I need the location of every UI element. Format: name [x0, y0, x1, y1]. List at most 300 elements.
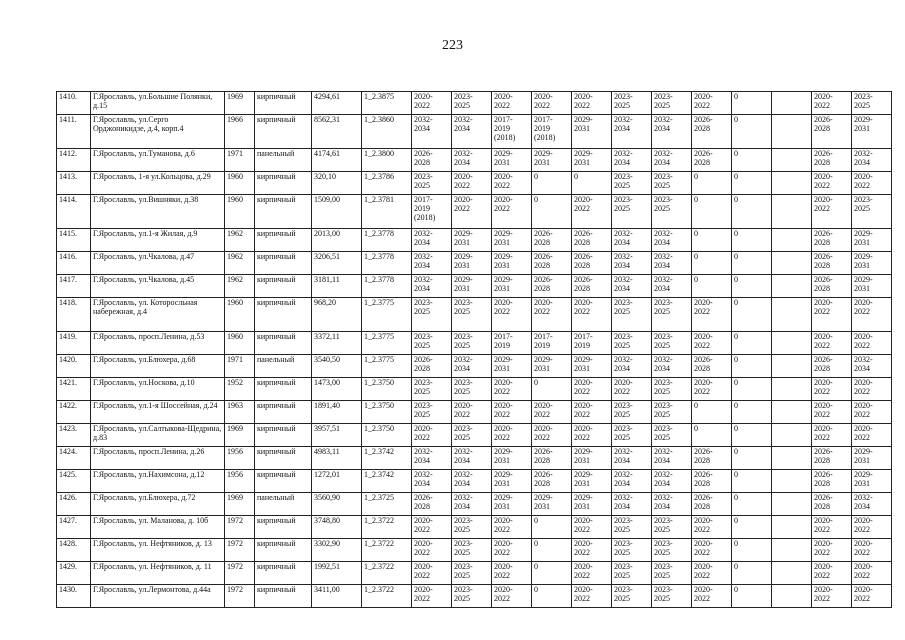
repair-period-cell: 2032- 2034 — [652, 252, 692, 275]
area-cell: 3302,90 — [312, 539, 362, 562]
build-year-cell: 1962 — [225, 275, 255, 298]
priority-code-cell: 1_2.3742 — [362, 447, 412, 470]
repair-period-cell: 2029- 2031 — [452, 229, 492, 252]
repair-period-cell: 2020- 2022 — [572, 195, 612, 229]
repair-period-cell: 2023- 2025 — [452, 516, 492, 539]
repair-period-cell: 2026- 2028 — [812, 115, 852, 149]
repair-period-cell: 2023- 2025 — [612, 401, 652, 424]
repair-period-cell: 0 — [692, 195, 732, 229]
repair-period-cell — [772, 424, 812, 447]
build-year-cell: 1960 — [225, 195, 255, 229]
address-cell: Г.Ярославль, ул.1-я Жилая, д.9 — [91, 229, 225, 252]
repair-period-cell: 2023- 2025 — [612, 298, 652, 332]
repair-period-cell: 2026- 2028 — [812, 229, 852, 252]
repair-period-cell: 2032- 2034 — [652, 470, 692, 493]
repair-period-cell: 0 — [732, 447, 772, 470]
area-cell: 4174,61 — [312, 149, 362, 172]
priority-code-cell: 1_2.3742 — [362, 470, 412, 493]
repair-period-cell: 2029- 2031 — [572, 470, 612, 493]
repair-period-cell: 0 — [532, 378, 572, 401]
repair-period-cell: 2020- 2022 — [692, 298, 732, 332]
repair-period-cell: 0 — [692, 229, 732, 252]
row-number-cell: 1418. — [57, 298, 91, 332]
build-year-cell: 1966 — [225, 115, 255, 149]
wall-material-cell: кирпичный — [255, 470, 312, 493]
repair-period-cell: 2020- 2022 — [612, 378, 652, 401]
repair-period-cell: 2023- 2025 — [452, 298, 492, 332]
address-cell: Г.Ярославль, ул.Чкалова, д.47 — [91, 252, 225, 275]
repair-period-cell — [772, 332, 812, 355]
area-cell: 1992,51 — [312, 562, 362, 585]
repair-period-cell: 2020- 2022 — [412, 516, 452, 539]
repair-period-cell: 2032- 2034 — [612, 470, 652, 493]
priority-code-cell: 1_2.3778 — [362, 275, 412, 298]
build-year-cell: 1971 — [225, 149, 255, 172]
repair-period-cell: 2026- 2028 — [572, 275, 612, 298]
repair-period-cell: 2023- 2025 — [652, 332, 692, 355]
address-cell: Г.Ярославль, ул.Блюхера, д.68 — [91, 355, 225, 378]
repair-period-cell: 2029- 2031 — [572, 149, 612, 172]
repair-period-cell: 2020- 2022 — [572, 516, 612, 539]
repair-period-cell: 2026- 2028 — [812, 275, 852, 298]
priority-code-cell: 1_2.3725 — [362, 493, 412, 516]
repair-period-cell: 2020- 2022 — [572, 401, 612, 424]
repair-period-cell: 2029- 2031 — [852, 252, 892, 275]
repair-period-cell: 0 — [532, 539, 572, 562]
table-row — [57, 149, 892, 172]
area-cell: 3748,80 — [312, 516, 362, 539]
repair-period-cell: 2020- 2022 — [812, 401, 852, 424]
repair-period-cell: 2023- 2025 — [852, 92, 892, 115]
repair-period-cell: 2026- 2028 — [812, 355, 852, 378]
build-year-cell: 1972 — [225, 539, 255, 562]
repair-period-cell: 2020- 2022 — [572, 378, 612, 401]
repair-period-cell: 0 — [732, 115, 772, 149]
repair-period-cell: 2023- 2025 — [412, 298, 452, 332]
repair-period-cell: 2029- 2031 — [492, 275, 532, 298]
wall-material-cell: кирпичный — [255, 252, 312, 275]
wall-material-cell: кирпичный — [255, 275, 312, 298]
priority-code-cell: 1_2.3875 — [362, 92, 412, 115]
wall-material-cell: кирпичный — [255, 115, 312, 149]
address-cell: Г.Ярославль, ул.Вишняки, д.38 — [91, 195, 225, 229]
repair-period-cell: 2029- 2031 — [572, 355, 612, 378]
repair-period-cell: 2020- 2022 — [812, 585, 852, 608]
repair-period-cell: 0 — [732, 195, 772, 229]
repair-period-cell: 2029- 2031 — [532, 149, 572, 172]
table-row — [57, 470, 892, 493]
repair-period-cell: 2032- 2034 — [612, 355, 652, 378]
repair-period-cell: 2020- 2022 — [812, 195, 852, 229]
repair-period-cell: 2023- 2025 — [452, 539, 492, 562]
repair-period-cell: 2023- 2025 — [612, 585, 652, 608]
repair-period-cell: 2020- 2022 — [852, 585, 892, 608]
repair-period-cell: 0 — [732, 516, 772, 539]
repair-period-cell — [772, 275, 812, 298]
row-number-cell: 1411. — [57, 115, 91, 149]
table-row — [57, 493, 892, 516]
repair-period-cell: 2020- 2022 — [572, 585, 612, 608]
wall-material-cell: кирпичный — [255, 424, 312, 447]
repair-period-cell: 2020- 2022 — [532, 401, 572, 424]
repair-period-cell — [772, 149, 812, 172]
repair-period-cell: 0 — [732, 252, 772, 275]
repair-period-cell: 2032- 2034 — [412, 229, 452, 252]
address-cell: Г.Ярославль, ул.Лермонтова, д.44а — [91, 585, 225, 608]
table-row — [57, 401, 892, 424]
repair-period-cell: 2026- 2028 — [812, 149, 852, 172]
area-cell: 4983,11 — [312, 447, 362, 470]
row-number-cell: 1422. — [57, 401, 91, 424]
repair-period-cell: 2020- 2022 — [572, 424, 612, 447]
table-row — [57, 424, 892, 447]
repair-period-cell: 2032- 2034 — [412, 470, 452, 493]
build-year-cell: 1972 — [225, 585, 255, 608]
repair-period-cell: 2029- 2031 — [532, 355, 572, 378]
repair-period-cell: 2020- 2022 — [692, 562, 732, 585]
repair-period-cell: 2029- 2031 — [852, 229, 892, 252]
repair-period-cell: 2020- 2022 — [852, 562, 892, 585]
repair-period-cell: 2029- 2031 — [492, 470, 532, 493]
repair-period-cell: 2023- 2025 — [412, 332, 452, 355]
repair-period-cell: 2017- 2019 (2018) — [532, 115, 572, 149]
repair-period-cell — [772, 195, 812, 229]
repair-period-cell: 0 — [732, 298, 772, 332]
address-cell: Г.Ярославль, 1-я ул.Кольцова, д.29 — [91, 172, 225, 195]
repair-period-cell: 2023- 2025 — [852, 195, 892, 229]
repair-period-cell: 2032- 2034 — [612, 447, 652, 470]
repair-period-cell: 2023- 2025 — [452, 92, 492, 115]
repair-period-cell — [772, 92, 812, 115]
repair-period-cell: 2023- 2025 — [652, 378, 692, 401]
repair-period-cell: 2026- 2028 — [812, 447, 852, 470]
repair-period-cell — [772, 401, 812, 424]
repair-period-cell: 2026- 2028 — [572, 252, 612, 275]
row-number-cell: 1428. — [57, 539, 91, 562]
repair-period-cell: 2026- 2028 — [412, 149, 452, 172]
table-row — [57, 355, 892, 378]
address-cell: Г.Ярославль, ул.Салтыкова-Щедрина, д.83 — [91, 424, 225, 447]
repair-period-cell — [772, 516, 812, 539]
repair-period-cell: 2020- 2022 — [692, 516, 732, 539]
repair-period-cell — [772, 252, 812, 275]
address-cell: Г.Ярославль, просп.Ленина, д.26 — [91, 447, 225, 470]
repair-period-cell: 2026- 2028 — [412, 355, 452, 378]
repair-period-cell: 0 — [732, 424, 772, 447]
repair-period-cell: 2026- 2028 — [532, 229, 572, 252]
repair-period-cell: 2020- 2022 — [692, 539, 732, 562]
repair-period-cell: 2017- 2019 (2018) — [412, 195, 452, 229]
repair-period-cell: 2020- 2022 — [572, 92, 612, 115]
repair-period-cell: 0 — [692, 172, 732, 195]
row-number-cell: 1415. — [57, 229, 91, 252]
wall-material-cell: кирпичный — [255, 539, 312, 562]
repair-period-cell: 0 — [572, 172, 612, 195]
build-year-cell: 1969 — [225, 424, 255, 447]
priority-code-cell: 1_2.3750 — [362, 424, 412, 447]
address-cell: Г.Ярославль, ул.Носкова, д.10 — [91, 378, 225, 401]
wall-material-cell: панельный — [255, 149, 312, 172]
priority-code-cell: 1_2.3722 — [362, 585, 412, 608]
repair-period-cell: 2029- 2031 — [852, 275, 892, 298]
repair-period-cell: 2020- 2022 — [812, 378, 852, 401]
repair-period-cell: 2032- 2034 — [652, 355, 692, 378]
repair-period-cell: 2032- 2034 — [612, 229, 652, 252]
table-row — [57, 252, 892, 275]
repair-period-cell: 2023- 2025 — [612, 92, 652, 115]
repair-period-cell: 2029- 2031 — [492, 149, 532, 172]
wall-material-cell: кирпичный — [255, 92, 312, 115]
repair-period-cell: 2026- 2028 — [532, 252, 572, 275]
wall-material-cell: кирпичный — [255, 447, 312, 470]
repair-period-cell: 2032- 2034 — [452, 149, 492, 172]
repair-period-cell: 2020- 2022 — [492, 562, 532, 585]
table-row — [57, 447, 892, 470]
area-cell: 2013,00 — [312, 229, 362, 252]
repair-period-cell: 2023- 2025 — [652, 562, 692, 585]
repair-period-cell: 2020- 2022 — [532, 424, 572, 447]
area-cell: 3372,11 — [312, 332, 362, 355]
repair-period-cell — [772, 585, 812, 608]
repair-period-cell: 2020- 2022 — [812, 332, 852, 355]
build-year-cell: 1972 — [225, 516, 255, 539]
priority-code-cell: 1_2.3750 — [362, 401, 412, 424]
repair-period-cell: 2020- 2022 — [452, 172, 492, 195]
repair-period-cell: 0 — [692, 424, 732, 447]
repair-period-cell: 2020- 2022 — [852, 401, 892, 424]
table-row — [57, 539, 892, 562]
table-row — [57, 298, 892, 332]
repair-period-cell: 2020- 2022 — [492, 585, 532, 608]
wall-material-cell: кирпичный — [255, 378, 312, 401]
wall-material-cell: панельный — [255, 493, 312, 516]
repair-period-cell — [772, 470, 812, 493]
housing-registry-table — [56, 91, 892, 608]
repair-period-cell: 2023- 2025 — [612, 424, 652, 447]
address-cell: Г.Ярославль, ул.Серго Орджоникидзе, д.4, корп.4 — [91, 115, 225, 149]
address-cell: Г.Ярославль, ул.Туманова, д.6 — [91, 149, 225, 172]
repair-period-cell: 2029- 2031 — [572, 447, 612, 470]
address-cell: Г.Ярославль, ул.Блюхера, д.72 — [91, 493, 225, 516]
repair-period-cell: 2023- 2025 — [652, 516, 692, 539]
repair-period-cell: 0 — [732, 585, 772, 608]
row-number-cell: 1410. — [57, 92, 91, 115]
repair-period-cell: 2020- 2022 — [412, 562, 452, 585]
area-cell: 3560,90 — [312, 493, 362, 516]
priority-code-cell: 1_2.3781 — [362, 195, 412, 229]
repair-period-cell: 2029- 2031 — [572, 115, 612, 149]
repair-period-cell: 0 — [532, 562, 572, 585]
repair-period-cell: 2032- 2034 — [612, 493, 652, 516]
repair-period-cell: 2032- 2034 — [412, 447, 452, 470]
repair-period-cell: 2023- 2025 — [652, 298, 692, 332]
repair-period-cell: 2020- 2022 — [812, 424, 852, 447]
repair-period-cell: 2032- 2034 — [652, 229, 692, 252]
repair-period-cell: 2020- 2022 — [532, 298, 572, 332]
repair-period-cell: 2020- 2022 — [852, 539, 892, 562]
repair-period-cell: 2029- 2031 — [852, 470, 892, 493]
priority-code-cell: 1_2.3800 — [362, 149, 412, 172]
repair-period-cell: 2020- 2022 — [492, 516, 532, 539]
repair-period-cell: 2029- 2031 — [852, 447, 892, 470]
build-year-cell: 1952 — [225, 378, 255, 401]
repair-period-cell: 2020- 2022 — [852, 424, 892, 447]
repair-period-cell: 0 — [732, 539, 772, 562]
wall-material-cell: кирпичный — [255, 332, 312, 355]
repair-period-cell: 0 — [732, 172, 772, 195]
row-number-cell: 1426. — [57, 493, 91, 516]
repair-period-cell: 2020- 2022 — [812, 172, 852, 195]
area-cell: 3411,00 — [312, 585, 362, 608]
table-row — [57, 275, 892, 298]
repair-period-cell: 2026- 2028 — [692, 355, 732, 378]
repair-period-cell: 2029- 2031 — [492, 355, 532, 378]
repair-period-cell: 2020- 2022 — [412, 539, 452, 562]
repair-period-cell: 0 — [692, 275, 732, 298]
repair-period-cell: 2020- 2022 — [492, 92, 532, 115]
repair-period-cell: 2029- 2031 — [492, 493, 532, 516]
repair-period-cell: 2023- 2025 — [412, 378, 452, 401]
repair-period-cell: 2020- 2022 — [452, 195, 492, 229]
row-number-cell: 1425. — [57, 470, 91, 493]
repair-period-cell: 2020- 2022 — [412, 424, 452, 447]
repair-period-cell: 2020- 2022 — [572, 539, 612, 562]
repair-period-cell: 2023- 2025 — [452, 562, 492, 585]
priority-code-cell: 1_2.3775 — [362, 332, 412, 355]
area-cell: 1473,00 — [312, 378, 362, 401]
wall-material-cell: кирпичный — [255, 585, 312, 608]
repair-period-cell: 2023- 2025 — [612, 516, 652, 539]
row-number-cell: 1414. — [57, 195, 91, 229]
repair-period-cell: 2032- 2034 — [652, 149, 692, 172]
address-cell: Г.Ярославль, ул. Маланова, д. 10б — [91, 516, 225, 539]
address-cell: Г.Ярославль, ул. Нефтяников, д. 11 — [91, 562, 225, 585]
repair-period-cell: 2017- 2019 — [532, 332, 572, 355]
repair-period-cell: 0 — [532, 195, 572, 229]
repair-period-cell: 2026- 2028 — [692, 470, 732, 493]
repair-period-cell: 0 — [532, 172, 572, 195]
repair-period-cell: 2029- 2031 — [532, 493, 572, 516]
repair-period-cell: 2032- 2034 — [652, 115, 692, 149]
repair-period-cell: 2032- 2034 — [452, 355, 492, 378]
area-cell: 3540,50 — [312, 355, 362, 378]
repair-period-cell: 2023- 2025 — [452, 378, 492, 401]
repair-period-cell: 2020- 2022 — [492, 424, 532, 447]
table-row — [57, 378, 892, 401]
row-number-cell: 1423. — [57, 424, 91, 447]
repair-period-cell: 2023- 2025 — [452, 585, 492, 608]
repair-period-cell: 2029- 2031 — [492, 229, 532, 252]
repair-period-cell: 2029- 2031 — [452, 275, 492, 298]
repair-period-cell: 2020- 2022 — [492, 401, 532, 424]
repair-period-cell: 2023- 2025 — [612, 172, 652, 195]
repair-period-cell: 2020- 2022 — [492, 298, 532, 332]
repair-period-cell: 2020- 2022 — [812, 92, 852, 115]
repair-period-cell — [772, 378, 812, 401]
repair-period-cell: 0 — [732, 470, 772, 493]
repair-period-cell: 0 — [732, 493, 772, 516]
repair-period-cell: 0 — [732, 275, 772, 298]
address-cell: Г.Ярославль, ул.Большие Полянки, д.15 — [91, 92, 225, 115]
repair-period-cell: 2020- 2022 — [692, 92, 732, 115]
repair-period-cell: 2029- 2031 — [852, 115, 892, 149]
repair-period-cell: 2023- 2025 — [652, 195, 692, 229]
repair-period-cell: 2029- 2031 — [492, 447, 532, 470]
table-row — [57, 172, 892, 195]
repair-period-cell: 0 — [692, 252, 732, 275]
row-number-cell: 1419. — [57, 332, 91, 355]
area-cell: 968,20 — [312, 298, 362, 332]
table-row — [57, 332, 892, 355]
repair-period-cell: 2020- 2022 — [572, 298, 612, 332]
wall-material-cell: кирпичный — [255, 298, 312, 332]
repair-period-cell — [772, 447, 812, 470]
address-cell: Г.Ярославль, ул.1-я Шоссейная, д.24 — [91, 401, 225, 424]
repair-period-cell: 2020- 2022 — [692, 378, 732, 401]
repair-period-cell: 2020- 2022 — [492, 539, 532, 562]
repair-period-cell: 2023- 2025 — [612, 539, 652, 562]
repair-period-cell: 2020- 2022 — [492, 172, 532, 195]
address-cell: Г.Ярославль, ул. Нефтяников, д. 13 — [91, 539, 225, 562]
area-cell: 4294,61 — [312, 92, 362, 115]
priority-code-cell: 1_2.3722 — [362, 562, 412, 585]
table-row — [57, 585, 892, 608]
row-number-cell: 1421. — [57, 378, 91, 401]
repair-period-cell: 2023- 2025 — [652, 424, 692, 447]
repair-period-cell — [772, 172, 812, 195]
repair-period-cell: 2023- 2025 — [612, 562, 652, 585]
repair-period-cell: 2032- 2034 — [452, 493, 492, 516]
build-year-cell: 1969 — [225, 92, 255, 115]
repair-period-cell: 2026- 2028 — [692, 115, 732, 149]
wall-material-cell: кирпичный — [255, 172, 312, 195]
repair-period-cell: 2020- 2022 — [492, 195, 532, 229]
repair-period-cell: 2020- 2022 — [852, 516, 892, 539]
repair-period-cell: 2032- 2034 — [452, 470, 492, 493]
row-number-cell: 1413. — [57, 172, 91, 195]
repair-period-cell: 2032- 2034 — [612, 115, 652, 149]
repair-period-cell: 2032- 2034 — [852, 149, 892, 172]
area-cell: 1509,00 — [312, 195, 362, 229]
repair-period-cell: 2017- 2019 (2018) — [492, 115, 532, 149]
row-number-cell: 1417. — [57, 275, 91, 298]
repair-period-cell: 0 — [732, 149, 772, 172]
repair-period-cell: 2020- 2022 — [412, 92, 452, 115]
repair-period-cell — [772, 229, 812, 252]
repair-period-cell: 2020- 2022 — [852, 172, 892, 195]
repair-period-cell — [772, 115, 812, 149]
table-row — [57, 562, 892, 585]
repair-period-cell: 2026- 2028 — [692, 149, 732, 172]
row-number-cell: 1412. — [57, 149, 91, 172]
priority-code-cell: 1_2.3778 — [362, 252, 412, 275]
table-row — [57, 229, 892, 252]
repair-period-cell: 0 — [732, 332, 772, 355]
repair-period-cell: 2023- 2025 — [412, 401, 452, 424]
table-row — [57, 195, 892, 229]
repair-period-cell: 2020- 2022 — [812, 539, 852, 562]
repair-period-cell: 0 — [732, 562, 772, 585]
priority-code-cell: 1_2.3750 — [362, 378, 412, 401]
repair-period-cell: 2020- 2022 — [572, 562, 612, 585]
repair-period-cell: 0 — [732, 355, 772, 378]
repair-period-cell: 2020- 2022 — [852, 332, 892, 355]
repair-period-cell: 0 — [532, 585, 572, 608]
repair-period-cell: 2026- 2028 — [812, 493, 852, 516]
repair-period-cell: 2032- 2034 — [612, 252, 652, 275]
repair-period-cell: 2026- 2028 — [572, 229, 612, 252]
repair-period-cell: 2032- 2034 — [852, 493, 892, 516]
